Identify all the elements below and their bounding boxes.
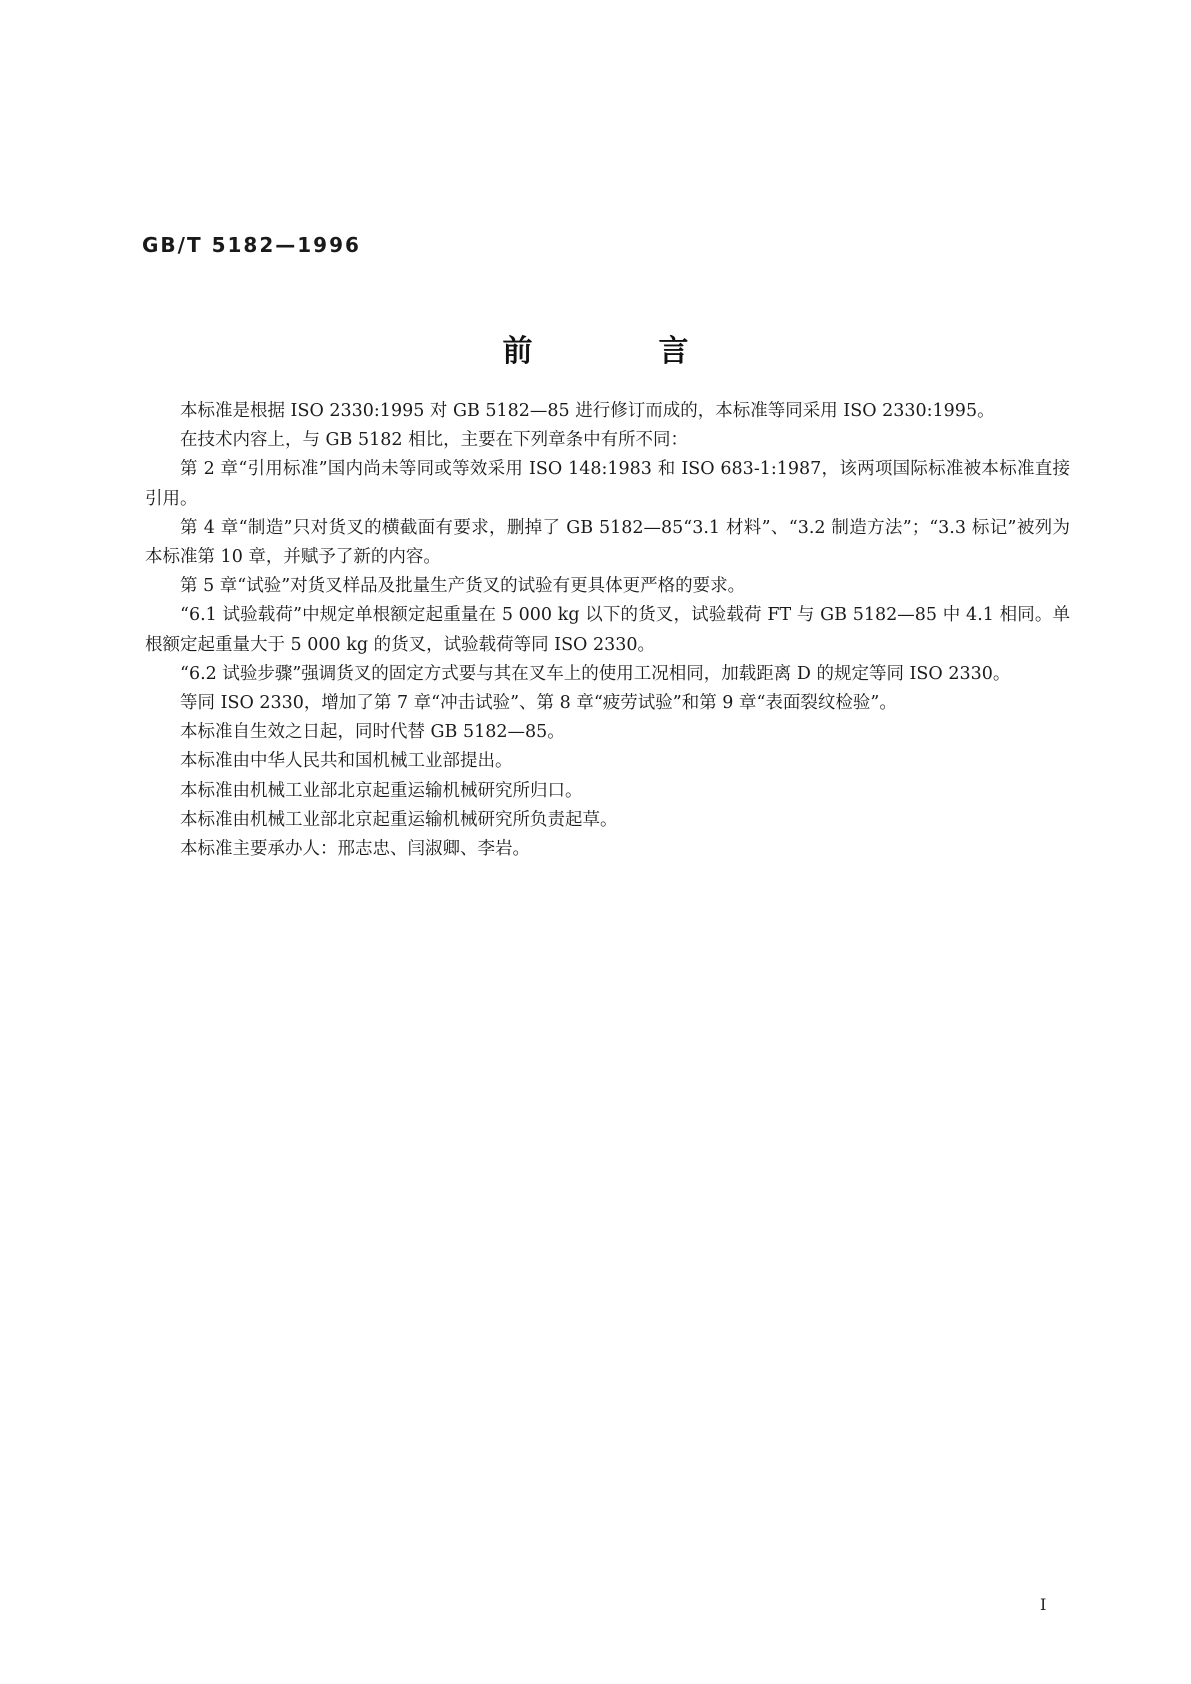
foreword-body — [145, 397, 1070, 864]
paragraph: 在技术内容上，与 GB 5182 相比，主要在下列章条中有所不同： — [180, 430, 689, 451]
paragraph: 本标准自生效之日起，同时代替 GB 5182—85。 — [180, 722, 565, 743]
standard-code: GB/T 5182—1996 — [142, 233, 361, 257]
paragraph: 本标准主要承办人：邢志忠、闫淑卿、李岩。 — [180, 839, 530, 860]
page-number: I — [1040, 1595, 1047, 1614]
paragraph: “6.2 试验步骤”强调货叉的固定方式要与其在叉车上的使用工况相同，加载距离 D 的规定等同 ISO 2330。 — [180, 663, 1011, 684]
paragraph: 本标准由机械工业部北京起重运输机械研究所归口。 — [180, 780, 583, 801]
page-title: 前 言 — [502, 334, 737, 369]
paragraph: 本标准由中华人民共和国机械工业部提出。 — [180, 751, 513, 772]
paragraph: 第 4 章“制造”只对货叉的横截面有要求，删掉了 GB 5182—85“3.1 材料”、“3.2 制造方法”；“3.3 标记”被列为本标准第 10 章，并赋予了新的内容。 — [145, 517, 1070, 568]
paragraph: “6.1 试验载荷”中规定单根额定起重量在 5 000 kg 以下的货叉，试验载荷 FT 与 GB 5182—85 中 4.1 相同。单根额定起重量大于 5 000 kg 的货叉，试验载荷等同 ISO 2330。 — [145, 605, 1070, 655]
paragraph: 等同 ISO 2330，增加了第 7 章“冲击试验”、第 8 章“疲劳试验”和第 9 章“表面裂纹检验”。 — [180, 693, 897, 714]
paragraph: 第 5 章“试验”对货叉样品及批量生产货叉的试验有更具体更严格的要求。 — [180, 576, 746, 597]
paragraph: 第 2 章“引用标准”国内尚未等同或等效采用 ISO 148:1983 和 ISO 683-1:1987，该两项国际标准被本标准直接引用。 — [145, 459, 1070, 509]
paragraph: 本标准是根据 ISO 2330:1995 对 GB 5182—85 进行修订而成的，本标准等同采用 ISO 2330:1995。 — [180, 401, 995, 421]
paragraph: 本标准由机械工业部北京起重运输机械研究所负责起草。 — [180, 809, 618, 830]
